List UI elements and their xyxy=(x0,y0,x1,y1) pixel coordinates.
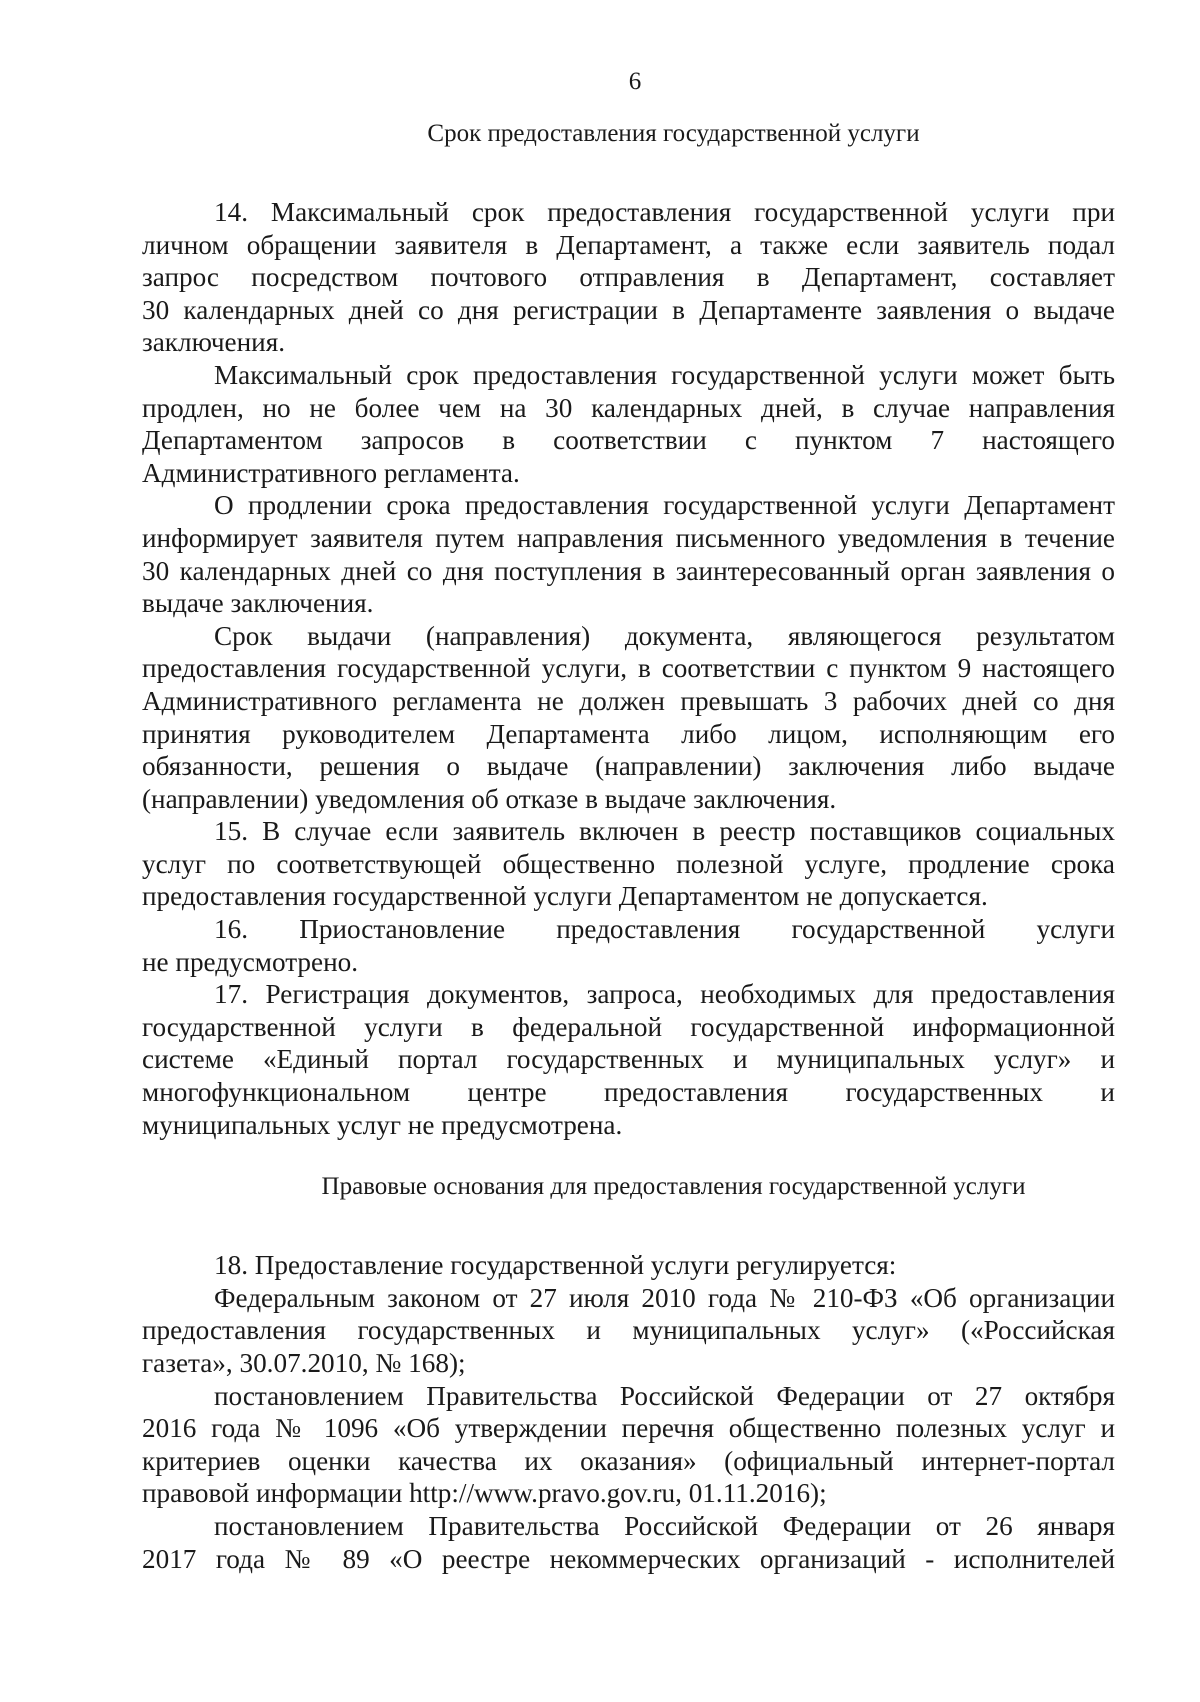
paragraph-line: О продлении срока предоставления государственной услуги Департамент xyxy=(214,490,1115,521)
paragraph-line: правовой информации http://www.pravo.gov.ru, 01.11.2016); xyxy=(142,1478,827,1509)
paragraph-line: предоставления государственной услуги, в соответствии с пунктом 9 настоящего xyxy=(142,653,1115,684)
paragraph xyxy=(142,1282,1115,1380)
paragraph-line: не предусмотрено. xyxy=(142,946,359,977)
document-body xyxy=(142,118,1115,1575)
paragraph-line: постановлением Правительства Российской Федерации от 26 января xyxy=(214,1510,1115,1541)
paragraph-line: услуг по соответствующей общественно полезной услуге, продление срока xyxy=(142,848,1115,879)
paragraph-line: (направлении) уведомления об отказе в выдаче заключения. xyxy=(142,783,837,814)
paragraph-line: государственной услуги в федеральной государственной информационной xyxy=(142,1011,1115,1042)
paragraph-line: продлен, но не более чем на 30 календарных дней, в случае направления xyxy=(142,392,1115,423)
paragraph-line: Департаментом запросов в соответствии с пунктом 7 настоящего xyxy=(142,425,1115,456)
paragraph-line: предоставления государственной услуги Департаментом не допускается. xyxy=(142,881,988,912)
paragraph-line: 14. Максимальный срок предоставления государственной услуги при xyxy=(214,197,1115,227)
paragraph-line: Максимальный срок предоставления государственной услуги может быть xyxy=(214,359,1115,390)
paragraph xyxy=(142,359,1115,489)
paragraph xyxy=(142,1510,1115,1575)
paragraph-line: 16. Приостановление предоставления государственной услуги xyxy=(214,914,1115,945)
paragraph-line: 17. Регистрация документов, запроса, необходимых для предоставления xyxy=(214,979,1115,1010)
paragraph-line: информирует заявителя путем направления письменного уведомления в течение xyxy=(142,522,1115,553)
paragraph-line: предоставления государственных и муниципальных услуг» («Российская xyxy=(142,1315,1115,1346)
paragraph-line: 2017 года № 89 «О реестре некоммерческих организаций - исполнителей xyxy=(142,1543,1115,1574)
section-heading-term: Срок предоставления государственной услуги xyxy=(427,120,920,147)
paragraph-line: личном обращении заявителя в Департамент, а также если заявитель подал xyxy=(142,229,1115,260)
paragraph-line: Срок выдачи (направления) документа, являющегося результатом xyxy=(214,620,1115,651)
paragraph-line: 15. В случае если заявитель включен в реестр поставщиков социальных xyxy=(214,816,1115,847)
paragraph-line: Федеральным законом от 27 июля 2010 года № 210-ФЗ «Об организации xyxy=(214,1282,1115,1313)
paragraph-line: Административного регламента не должен превышать 3 рабочих дней со дня xyxy=(142,685,1115,716)
paragraph xyxy=(142,913,1115,978)
paragraph-line: муниципальных услуг не предусмотрена. xyxy=(142,1109,623,1140)
paragraph-line: обязанности, решения о выдаче (направлении) заключения либо выдаче xyxy=(142,751,1115,782)
paragraph xyxy=(142,1249,1115,1282)
paragraph xyxy=(142,489,1115,619)
paragraph-line: системе «Единый портал государственных и муниципальных услуг» и xyxy=(142,1044,1115,1075)
paragraph-line: 18. Предоставление государственной услуги регулируется: xyxy=(214,1250,897,1281)
paragraph-line: принятия руководителем Департамента либо лицом, исполняющим его xyxy=(142,718,1115,749)
paragraph xyxy=(142,1380,1115,1510)
paragraph xyxy=(142,196,1115,359)
paragraph-line: постановлением Правительства Российской Федерации от 27 октября xyxy=(214,1380,1115,1411)
paragraph-line: Административного регламента. xyxy=(142,457,520,488)
section-legal-basis-paragraphs xyxy=(142,1249,1115,1575)
paragraph-line: 2016 года № 1096 «Об утверждении перечня общественно полезных услуг и xyxy=(142,1413,1115,1444)
section-heading-legal-basis: Правовые основания для предоставления государственной услуги xyxy=(321,1173,1026,1201)
paragraph-line: запрос посредством почтового отправления в Департамент, составляет xyxy=(142,262,1115,293)
paragraph-line: газета», 30.07.2010, № 168); xyxy=(142,1348,466,1378)
paragraph-line: заключения. xyxy=(142,327,285,358)
section-term-paragraphs xyxy=(142,196,1115,1141)
paragraph xyxy=(142,620,1115,816)
paragraph-line: многофункциональном центре предоставления государственных и xyxy=(142,1077,1115,1108)
paragraph-line: 30 календарных дней со дня регистрации в Департаменте заявления о выдаче xyxy=(142,294,1115,325)
paragraph-line: критериев оценки качества их оказания» (официальный интернет-портал xyxy=(142,1445,1115,1476)
paragraph-line: 30 календарных дней со дня поступления в заинтересованный орган заявления о xyxy=(142,555,1115,586)
page-number: 6 xyxy=(628,68,642,95)
paragraph-line: выдаче заключения. xyxy=(142,588,374,619)
paragraph xyxy=(142,815,1115,913)
paragraph xyxy=(142,978,1115,1141)
